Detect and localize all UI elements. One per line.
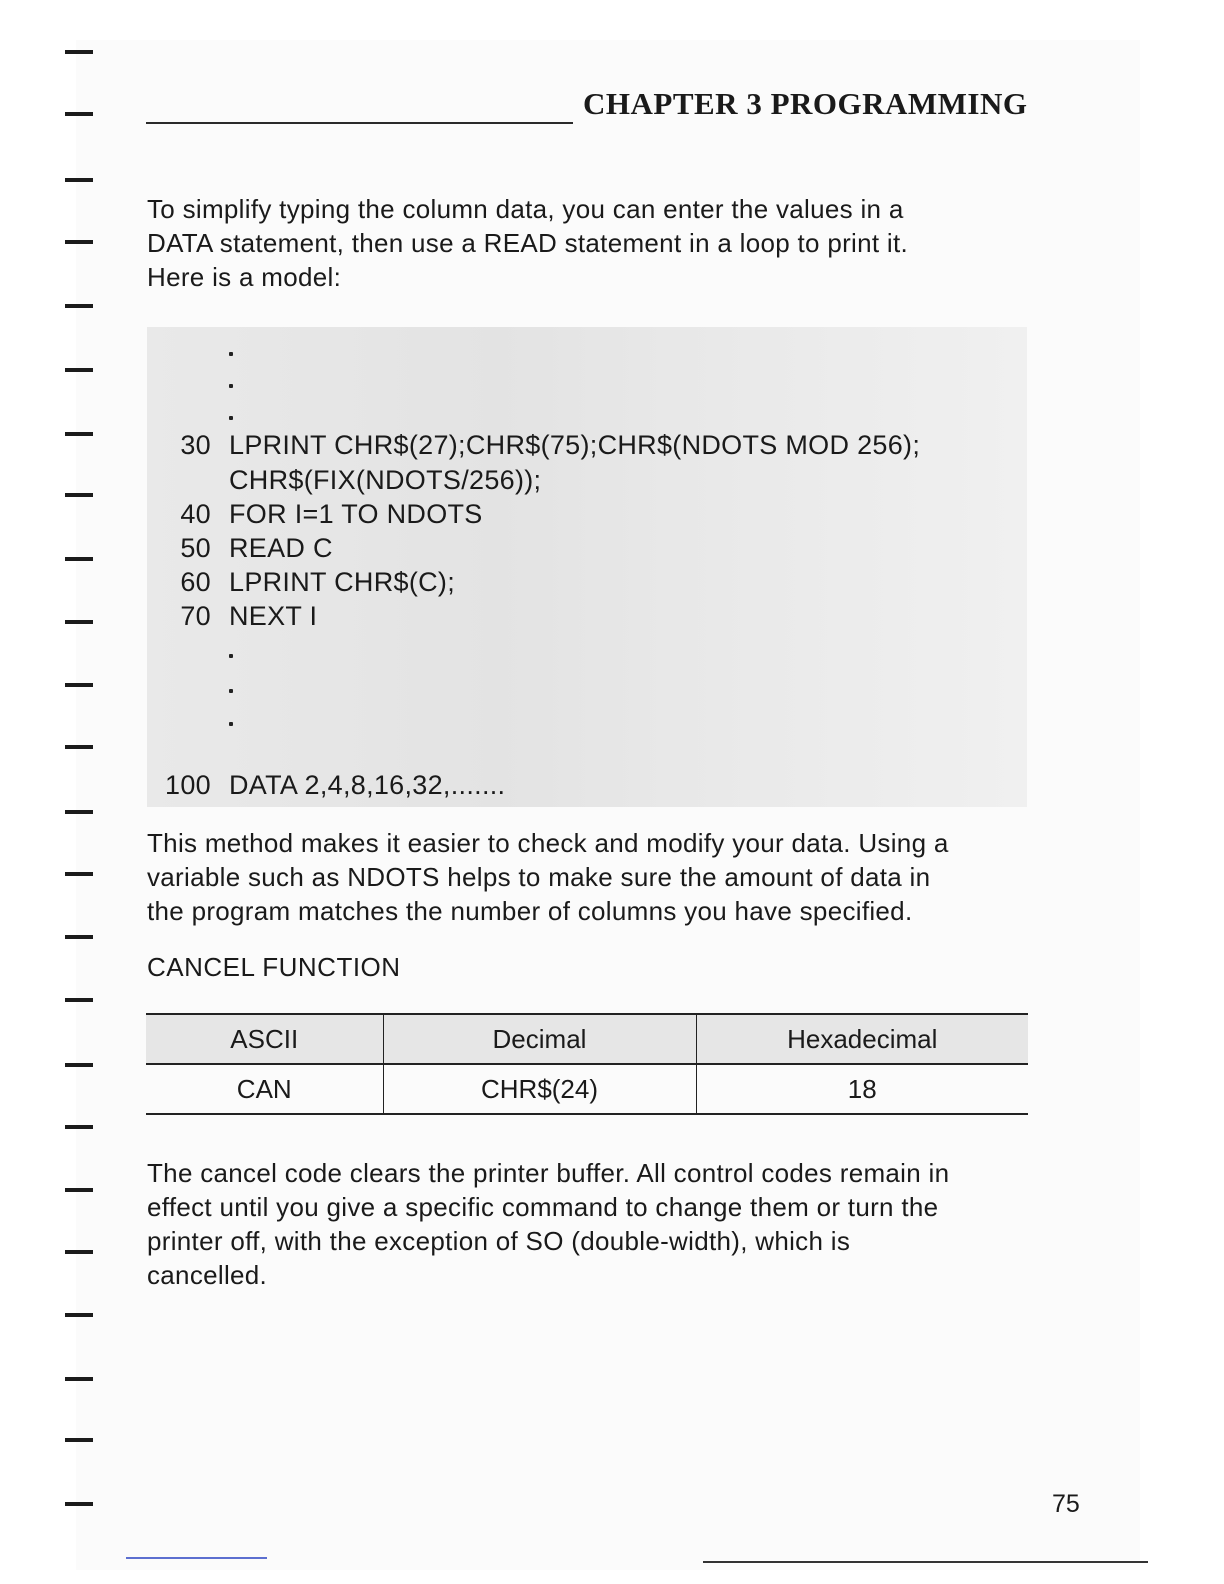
text-line: To simplify typing the column data, you can enter the values in a [147,194,904,224]
ellipsis-dot [229,654,233,658]
ellipsis-dot [229,689,233,693]
ellipsis-dot [229,416,233,420]
page-number: 75 [1052,1490,1080,1518]
margin-mark [65,493,93,497]
margin-mark [65,1250,93,1254]
margin-mark [65,240,93,244]
text-line: effect until you give a specific command to change them or turn the [147,1192,939,1222]
table-cell: CAN [146,1064,383,1114]
footer-rule [126,1557,267,1559]
table-header-row [146,1014,1028,1064]
text-line: The cancel code clears the printer buffer. All control codes remain in [147,1158,950,1188]
margin-mark [65,810,93,814]
table-cell: 18 [847,1073,877,1104]
chapter-title: CHAPTER 3 PROGRAMMING [583,86,1028,121]
table-cell: CHR$(24) [383,1064,696,1114]
margin-mark [65,557,93,561]
line-number: 50 [180,533,211,563]
ellipsis-dot [229,352,233,356]
control-code-table [146,1013,1028,1115]
margin-mark [65,50,93,54]
text-line: cancelled. [147,1260,268,1290]
code-text: NEXT I [229,601,318,631]
text-line: Here is a model: [147,262,342,292]
text-line: printer off, with the exception of SO (double-width), which is [147,1226,851,1256]
text-line: variable such as NDOTS helps to make sure the amount of data in [147,862,931,892]
margin-mark [65,620,93,624]
margin-mark [65,368,93,372]
margin-mark [65,998,93,1002]
margin-mark [65,178,93,182]
code-text: FOR I=1 TO NDOTS [229,499,483,529]
margin-mark [65,1438,93,1442]
section-heading: CANCEL FUNCTION [147,952,401,982]
margin-mark [65,1502,93,1506]
line-number: 100 [165,770,211,800]
text-line: DATA statement, then use a READ statement in a loop to print it. [147,228,909,258]
margin-mark [65,432,93,436]
code-text: LPRINT CHR$(C); [229,567,456,597]
margin-mark [65,935,93,939]
line-number: 60 [180,567,211,597]
ellipsis-dot [229,722,233,726]
line-number: 40 [180,499,211,529]
text-line: This method makes it easier to check and modify your data. Using a [147,828,949,858]
margin-mark [65,1313,93,1317]
code-text: DATA 2,4,8,16,32,....... [229,770,506,800]
margin-mark [65,872,93,876]
column-header: Decimal [383,1014,696,1064]
footer-rule [703,1561,1148,1563]
margin-mark [65,745,93,749]
line-number: 70 [180,601,211,631]
text-line: the program matches the number of columns you have specified. [147,896,913,926]
margin-mark [65,304,93,308]
code-text: READ C [229,533,333,563]
column-header: ASCII [146,1014,383,1064]
code-text: LPRINT CHR$(27);CHR$(75);CHR$(NDOTS MOD 256); [229,430,921,460]
margin-mark [65,1188,93,1192]
margin-mark [65,1377,93,1381]
line-number: 30 [180,430,211,460]
margin-mark [65,1125,93,1129]
column-header: Hexadecimal [696,1014,1028,1064]
ellipsis-dot [229,384,233,388]
margin-mark [65,112,93,116]
margin-mark [65,1063,93,1067]
margin-mark [65,683,93,687]
code-text: CHR$(FIX(NDOTS/256)); [229,465,542,495]
header-rule [146,122,573,124]
table-row [146,1064,1028,1114]
